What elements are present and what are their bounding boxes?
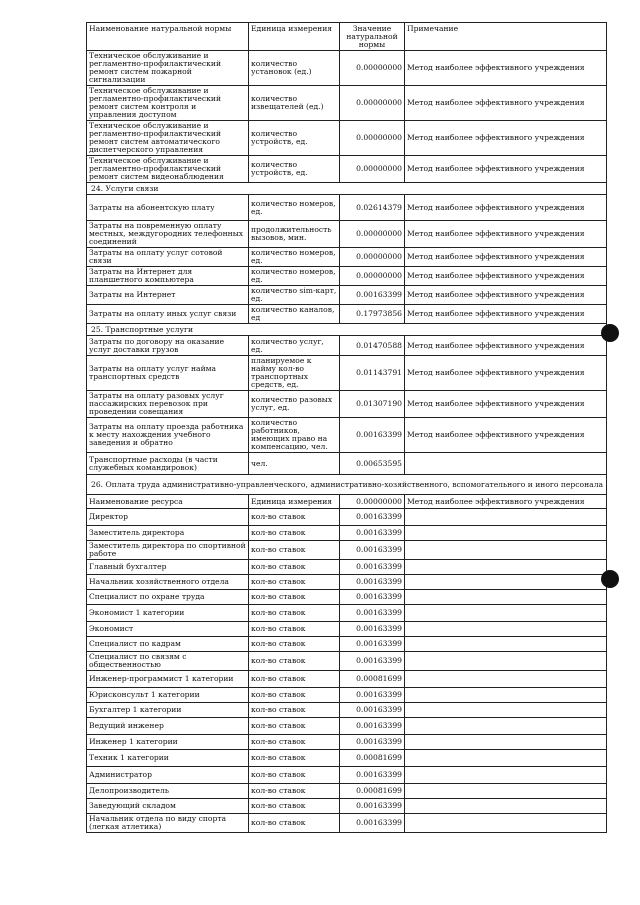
cell-value: 0.00000000 xyxy=(340,248,405,267)
cell-unit: кол-во ставок xyxy=(249,784,340,799)
table-row xyxy=(87,560,607,575)
cell-note: Метод наиболее эффективного учреждения xyxy=(405,51,607,86)
cell-value: 0.00081699 xyxy=(340,784,405,799)
cell-note xyxy=(405,671,607,688)
cell-unit: кол-во ставок xyxy=(249,541,340,560)
rows-transport xyxy=(87,336,607,475)
header-note: Примечание xyxy=(405,23,607,51)
cell-value: 0.00163399 xyxy=(340,814,405,833)
cell-name: Техническое обслуживание и регламентно-профилактический ремонт систем пожарной сигнализации xyxy=(87,51,249,86)
cell-note xyxy=(405,750,607,767)
cell-value: 0.17973856 xyxy=(340,305,405,324)
cell-name: Начальник отдела по виду спорта (легкая атлетика) xyxy=(87,814,249,833)
cell-note xyxy=(405,784,607,799)
cell-unit: количество услуг, ед. xyxy=(249,336,340,356)
cell-value: 0.00081699 xyxy=(340,750,405,767)
cell-value: 0.00000000 xyxy=(340,51,405,86)
cell-unit: количество каналов, ед xyxy=(249,305,340,324)
cell-unit: продолжительность вызовов, мин. xyxy=(249,221,340,248)
table-row xyxy=(87,637,607,652)
table-row xyxy=(87,51,607,86)
cell-name: Администратор xyxy=(87,767,249,784)
cell-value: 0.00163399 xyxy=(340,605,405,622)
norms-table xyxy=(86,22,607,833)
header-unit: Единица измерения xyxy=(249,23,340,51)
rows-maintenance xyxy=(87,51,607,183)
table-row xyxy=(87,286,607,305)
cell-unit: кол-во ставок xyxy=(249,590,340,605)
section-title-25: 25. Транспортные услуги xyxy=(87,324,607,336)
cell-unit: количество номеров, ед. xyxy=(249,267,340,286)
section-title-24: 24. Услуги связи xyxy=(87,183,607,195)
cell-note: Метод наиболее эффективного учреждения xyxy=(405,286,607,305)
cell-value: 0.00163399 xyxy=(340,541,405,560)
cell-note xyxy=(405,575,607,590)
cell-unit: кол-во ставок xyxy=(249,688,340,703)
table-row xyxy=(87,735,607,750)
cell-note: Метод наиболее эффективного учреждения xyxy=(405,195,607,221)
table-row xyxy=(87,305,607,324)
cell-note xyxy=(405,652,607,671)
cell-unit: кол-во ставок xyxy=(249,814,340,833)
section-header-25 xyxy=(87,324,607,336)
punch-hole-mark xyxy=(601,324,619,342)
cell-value: 0.00163399 xyxy=(340,526,405,541)
cell-name: Техническое обслуживание и регламентно-профилактический ремонт систем видеонаблюдения xyxy=(87,156,249,183)
cell-name: Техническое обслуживание и регламентно-профилактический ремонт систем контроля и управления доступом xyxy=(87,86,249,121)
cell-value: 0.00163399 xyxy=(340,718,405,735)
cell-unit: количество устройств, ед. xyxy=(249,156,340,183)
table-row xyxy=(87,86,607,121)
cell-note: Метод наиболее эффективного учреждения xyxy=(405,156,607,183)
table-row xyxy=(87,575,607,590)
cell-value: 0.00081699 xyxy=(340,671,405,688)
cell-unit: кол-во ставок xyxy=(249,605,340,622)
cell-name: Заместитель директора xyxy=(87,526,249,541)
table-row xyxy=(87,121,607,156)
cell-value: 0.00163399 xyxy=(340,560,405,575)
cell-note xyxy=(405,814,607,833)
cell-note xyxy=(405,735,607,750)
table-row xyxy=(87,605,607,622)
cell-unit: количество номеров, ед. xyxy=(249,195,340,221)
cell-note: Метод наиболее эффективного учреждения xyxy=(405,356,607,391)
cell-unit: кол-во ставок xyxy=(249,509,340,526)
section-header-26 xyxy=(87,475,607,495)
cell-value: 0.00163399 xyxy=(340,622,405,637)
header-name: Наименование натуральной нормы xyxy=(87,23,249,51)
cell-value: 0.01470588 xyxy=(340,336,405,356)
table-row xyxy=(87,814,607,833)
punch-hole-mark xyxy=(601,570,619,588)
cell-unit: планируемое к найму кол-во транспортных средств, ед. xyxy=(249,356,340,391)
cell-value: 0.01307190 xyxy=(340,391,405,418)
cell-unit: кол-во ставок xyxy=(249,703,340,718)
cell-value: 0.00163399 xyxy=(340,575,405,590)
cell-value: 0.00163399 xyxy=(340,509,405,526)
cell-value: 0.00163399 xyxy=(340,286,405,305)
cell-unit: кол-во ставок xyxy=(249,767,340,784)
cell-note xyxy=(405,605,607,622)
cell-name: Затраты на Интернет xyxy=(87,286,249,305)
cell-note xyxy=(405,590,607,605)
cell-name: Затраты на оплату проезда работника к месту нахождения учебного заведения и обратно xyxy=(87,418,249,453)
cell-name: Экономист 1 категории xyxy=(87,605,249,622)
cell-value: 0.00000000 xyxy=(340,221,405,248)
cell-name: Наименование ресурса xyxy=(87,495,249,509)
rows-payroll xyxy=(87,495,607,833)
cell-note xyxy=(405,622,607,637)
cell-unit: кол-во ставок xyxy=(249,718,340,735)
table-row xyxy=(87,195,607,221)
cell-note: Метод наиболее эффективного учреждения xyxy=(405,495,607,509)
table-row xyxy=(87,156,607,183)
cell-unit: кол-во ставок xyxy=(249,671,340,688)
cell-name: Начальник хозяйственного отдела xyxy=(87,575,249,590)
table-row xyxy=(87,671,607,688)
cell-name: Затраты на повременную оплату местных, междугородних телефонных соединений xyxy=(87,221,249,248)
table-row xyxy=(87,526,607,541)
cell-value: 0.00000000 xyxy=(340,156,405,183)
cell-value: 0.00163399 xyxy=(340,652,405,671)
cell-name: Ведущий инженер xyxy=(87,718,249,735)
cell-unit: количество разовых услуг, ед. xyxy=(249,391,340,418)
cell-name: Затраты на оплату услуг найма транспортных средств xyxy=(87,356,249,391)
cell-unit: количество устройств, ед. xyxy=(249,121,340,156)
cell-unit: кол-во ставок xyxy=(249,560,340,575)
cell-note: Метод наиболее эффективного учреждения xyxy=(405,221,607,248)
norms-table-page xyxy=(86,22,607,833)
cell-value: 0.00163399 xyxy=(340,703,405,718)
cell-note xyxy=(405,718,607,735)
cell-value: 0.00163399 xyxy=(340,590,405,605)
cell-name: Главный бухгалтер xyxy=(87,560,249,575)
cell-unit: количество извещателей (ед.) xyxy=(249,86,340,121)
cell-unit: Единица измерения xyxy=(249,495,340,509)
cell-name: Делопроизводитель xyxy=(87,784,249,799)
cell-value: 0.00163399 xyxy=(340,799,405,814)
cell-name: Заведующий складом xyxy=(87,799,249,814)
rows-communication xyxy=(87,195,607,324)
cell-note xyxy=(405,560,607,575)
cell-note xyxy=(405,637,607,652)
cell-note xyxy=(405,767,607,784)
cell-note: Метод наиболее эффективного учреждения xyxy=(405,248,607,267)
cell-unit: кол-во ставок xyxy=(249,750,340,767)
cell-value: 0.00163399 xyxy=(340,637,405,652)
cell-note xyxy=(405,453,607,475)
cell-unit: количество установок (ед.) xyxy=(249,51,340,86)
cell-name: Техник 1 категории xyxy=(87,750,249,767)
table-header-row xyxy=(87,23,607,51)
cell-note xyxy=(405,509,607,526)
table-row xyxy=(87,453,607,475)
cell-note xyxy=(405,688,607,703)
table-row xyxy=(87,590,607,605)
cell-unit: количество работников, имеющих право на компенсацию, чел. xyxy=(249,418,340,453)
cell-name: Юрисконсульт 1 категории xyxy=(87,688,249,703)
table-row xyxy=(87,391,607,418)
cell-unit: кол-во ставок xyxy=(249,735,340,750)
cell-note: Метод наиболее эффективного учреждения xyxy=(405,336,607,356)
table-row xyxy=(87,688,607,703)
cell-name: Специалист по охране труда xyxy=(87,590,249,605)
cell-value: 0.00163399 xyxy=(340,735,405,750)
cell-unit: кол-во ставок xyxy=(249,575,340,590)
cell-name: Директор xyxy=(87,509,249,526)
cell-unit: количество sim-карт, ед. xyxy=(249,286,340,305)
table-row xyxy=(87,336,607,356)
table-row xyxy=(87,750,607,767)
cell-value: 0.00000000 xyxy=(340,495,405,509)
cell-note: Метод наиболее эффективного учреждения xyxy=(405,267,607,286)
cell-name: Затраты по договору на оказание услуг доставки грузов xyxy=(87,336,249,356)
table-row xyxy=(87,267,607,286)
table-row xyxy=(87,418,607,453)
cell-value: 0.00653595 xyxy=(340,453,405,475)
cell-name: Затраты на оплату услуг сотовой связи xyxy=(87,248,249,267)
cell-value: 0.01143791 xyxy=(340,356,405,391)
cell-name: Техническое обслуживание и регламентно-профилактический ремонт систем автоматического диспетчерского управления xyxy=(87,121,249,156)
cell-name: Заместитель директора по спортивной работе xyxy=(87,541,249,560)
table-row xyxy=(87,356,607,391)
cell-note xyxy=(405,541,607,560)
table-row xyxy=(87,541,607,560)
table-row xyxy=(87,784,607,799)
section-title-26: 26. Оплата труда административно-управленческого, административно-хозяйственного, вспомогательного и иного персонала xyxy=(87,475,607,495)
cell-note xyxy=(405,526,607,541)
table-row xyxy=(87,509,607,526)
cell-name: Затраты на оплату разовых услуг пассажирских перевозок при проведении совещания xyxy=(87,391,249,418)
cell-unit: чел. xyxy=(249,453,340,475)
cell-note: Метод наиболее эффективного учреждения xyxy=(405,418,607,453)
cell-note: Метод наиболее эффективного учреждения xyxy=(405,121,607,156)
cell-unit: кол-во ставок xyxy=(249,526,340,541)
table-row xyxy=(87,799,607,814)
table-row xyxy=(87,718,607,735)
cell-unit: кол-во ставок xyxy=(249,622,340,637)
cell-name: Затраты на Интернет для планшетного компьютера xyxy=(87,267,249,286)
cell-note: Метод наиболее эффективного учреждения xyxy=(405,305,607,324)
cell-unit: количество номеров, ед. xyxy=(249,248,340,267)
cell-note: Метод наиболее эффективного учреждения xyxy=(405,86,607,121)
cell-value: 0.02614379 xyxy=(340,195,405,221)
cell-value: 0.00000000 xyxy=(340,267,405,286)
section-header-24 xyxy=(87,183,607,195)
table-row xyxy=(87,248,607,267)
cell-name: Затраты на абонентскую плату xyxy=(87,195,249,221)
cell-unit: кол-во ставок xyxy=(249,652,340,671)
cell-name: Экономист xyxy=(87,622,249,637)
cell-value: 0.00163399 xyxy=(340,767,405,784)
cell-value: 0.00000000 xyxy=(340,121,405,156)
table-row xyxy=(87,767,607,784)
cell-name: Затраты на оплату иных услуг связи xyxy=(87,305,249,324)
cell-value: 0.00000000 xyxy=(340,86,405,121)
cell-unit: кол-во ставок xyxy=(249,637,340,652)
table-row xyxy=(87,221,607,248)
cell-name: Транспортные расходы (в части служебных командировок) xyxy=(87,453,249,475)
cell-note: Метод наиболее эффективного учреждения xyxy=(405,391,607,418)
cell-name: Специалист по связям с общественностью xyxy=(87,652,249,671)
cell-unit: кол-во ставок xyxy=(249,799,340,814)
cell-name: Инженер-программист 1 категории xyxy=(87,671,249,688)
cell-note xyxy=(405,703,607,718)
cell-name: Бухгалтер 1 категории xyxy=(87,703,249,718)
header-value: Значение натуральной нормы xyxy=(340,23,405,51)
table-row xyxy=(87,652,607,671)
table-row xyxy=(87,495,607,509)
cell-name: Инженер 1 категории xyxy=(87,735,249,750)
cell-note xyxy=(405,799,607,814)
cell-name: Специалист по кадрам xyxy=(87,637,249,652)
cell-value: 0.00163399 xyxy=(340,688,405,703)
cell-value: 0.00163399 xyxy=(340,418,405,453)
table-row xyxy=(87,622,607,637)
table-row xyxy=(87,703,607,718)
